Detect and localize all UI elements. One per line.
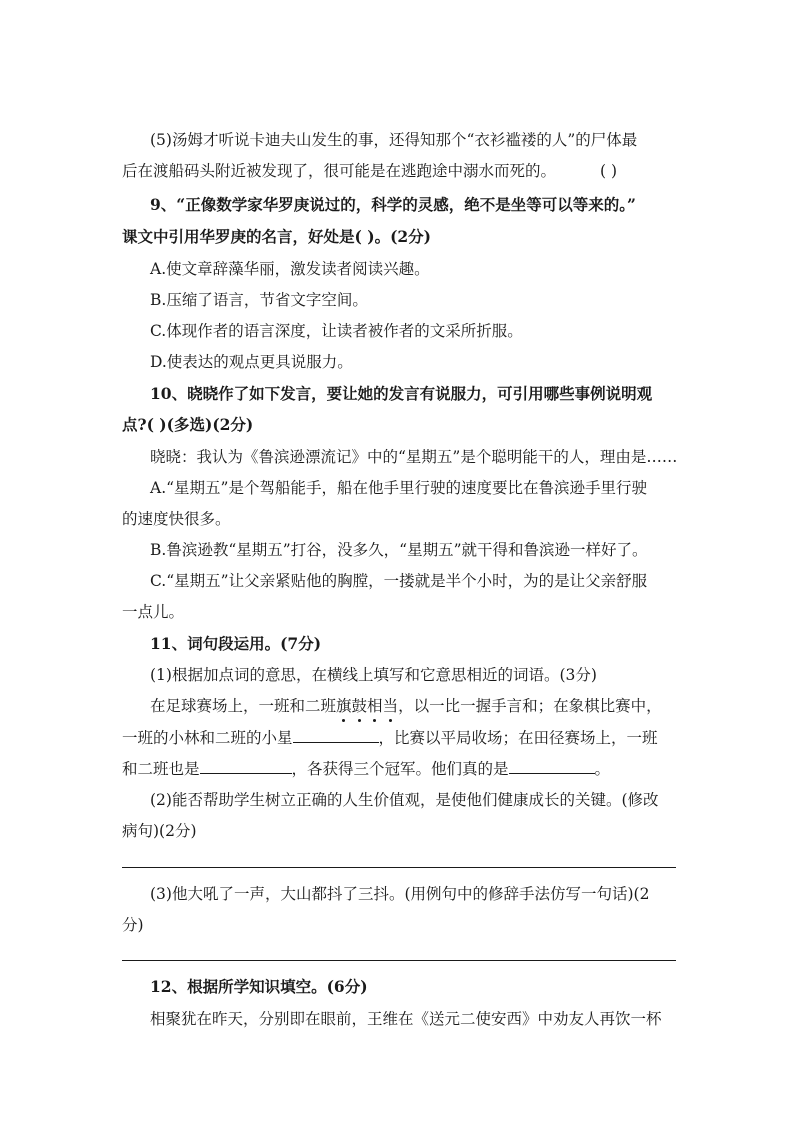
- q8-item5-line1: (5)汤姆才听说卡迪夫山发生的事，还得知那个“衣衫褴褛的人”的尸体最: [150, 131, 638, 149]
- emphasis-dot: [358, 719, 361, 722]
- q10-option-c-line2: 一点儿。: [122, 603, 185, 621]
- q10-stem-line2: 点?( )(多选)(2分): [122, 415, 254, 434]
- fill-blank-1[interactable]: [293, 726, 379, 743]
- q10-option-a-line2: 的速度快很多。: [122, 510, 231, 528]
- q12-stem: 12、根据所学知识填空。(6分): [150, 977, 368, 996]
- dotted-char-text: 当: [382, 697, 399, 715]
- q11-sub1-line2-text-b: ，比赛以平局收场；在田径赛场上，一班: [378, 729, 658, 747]
- q11-sub3-line2: 分): [122, 916, 144, 934]
- q11-sub3-answer-line[interactable]: [122, 960, 676, 961]
- q11-sub1-stem: (1)根据加点词的意思，在横线上填写和它意思相近的词语。(3分): [150, 666, 597, 684]
- fill-blank-2[interactable]: [200, 757, 292, 774]
- dotted-char-text: 相: [367, 697, 383, 715]
- q11-sub1-line3-text-b: ，各获得三个冠军。他们真的是: [291, 760, 509, 778]
- q11-sub1-line3: [122, 757, 677, 780]
- q10-option-a-line1: A.“星期五”是个驾船能手，船在他手里行驶的速度要比在鲁滨逊手里行驶: [150, 479, 647, 497]
- q9-stem-line2: 课文中引用华罗庚的名言，好处是( )。(2分): [122, 227, 432, 246]
- q11-stem: 11、词句段运用。(7分): [150, 634, 322, 653]
- q9-stem-line1: 9、“正像数学家华罗庚说过的，科学的灵感，绝不是坐等可以等来的。”: [150, 195, 636, 214]
- dotted-char-text: 旗: [336, 697, 352, 715]
- q11-sub2-answer-line[interactable]: [122, 867, 676, 868]
- dotted-char: [336, 697, 352, 715]
- q11-sub1-line1-text-a: 在足球赛场上，一班和二班: [150, 697, 337, 715]
- dotted-char-text: 鼓: [351, 697, 368, 715]
- dotted-char: [367, 697, 383, 715]
- q11-sub1-line2: [122, 726, 677, 749]
- q11-sub1-line1-text-b: ，以一比一握手言和；在象棋比赛中，: [398, 697, 662, 715]
- q9-option-d: D.使表达的观点更具说服力。: [150, 353, 353, 371]
- q12-line1: 相聚犹在昨天，分别即在眼前，王维在《送元二使安西》中劝友人再饮一杯: [150, 1010, 662, 1028]
- emphasis-dot: [389, 719, 392, 722]
- q9-option-b: B.压缩了语言，节省文字空间。: [150, 291, 368, 309]
- q9-option-c: C.体现作者的语言深度，让读者被作者的文采所折服。: [150, 322, 523, 340]
- q10-speech: 晓晓：我认为《鲁滨逊漂流记》中的“星期五”是个聪明能干的人，理由是……: [150, 448, 678, 466]
- q11-sub1-line1: [150, 695, 677, 717]
- q11-sub3-line1: (3)他大吼了一声，大山都抖了三抖。(用例句中的修辞手法仿写一句话)(2: [150, 885, 650, 903]
- emphasis-dot: [342, 719, 345, 722]
- q10-option-b: B.鲁滨逊教“星期五”打谷，没多久，“星期五”就干得和鲁滨逊一样好了。: [150, 541, 648, 559]
- q10-option-c-line1: C.“星期五”让父亲紧贴他的胸膛，一搂就是半个小时，为的是让父亲舒服: [150, 572, 648, 590]
- dotted-char: [352, 697, 368, 715]
- q11-sub1-line3-text-c: 。: [594, 760, 611, 778]
- q11-sub2-line1: (2)能否帮助学生树立正确的人生价值观，是使他们健康成长的关键。(修改: [150, 791, 659, 809]
- q11-sub1-line3-text-a: 和二班也是: [122, 760, 200, 778]
- q8-item5-answer-paren[interactable]: ( ): [600, 162, 618, 180]
- emphasis-dot: [373, 719, 376, 722]
- q9-option-a: A.使文章辞藻华丽，激发读者阅读兴趣。: [150, 260, 430, 278]
- dotted-char: [383, 697, 399, 715]
- q11-sub1-line2-text-a: 一班的小林和二班的小星: [122, 729, 293, 747]
- fill-blank-3[interactable]: [509, 757, 595, 774]
- q10-stem-line1: 10、晓晓作了如下发言，要让她的发言有说服力，可引用哪些事例说明观: [150, 384, 653, 403]
- q8-item5-line2: 后在渡船码头附近被发现了，很可能是在逃跑途中溺水而死的。: [122, 162, 557, 180]
- q11-sub2-line2: 病句)(2分): [122, 822, 197, 840]
